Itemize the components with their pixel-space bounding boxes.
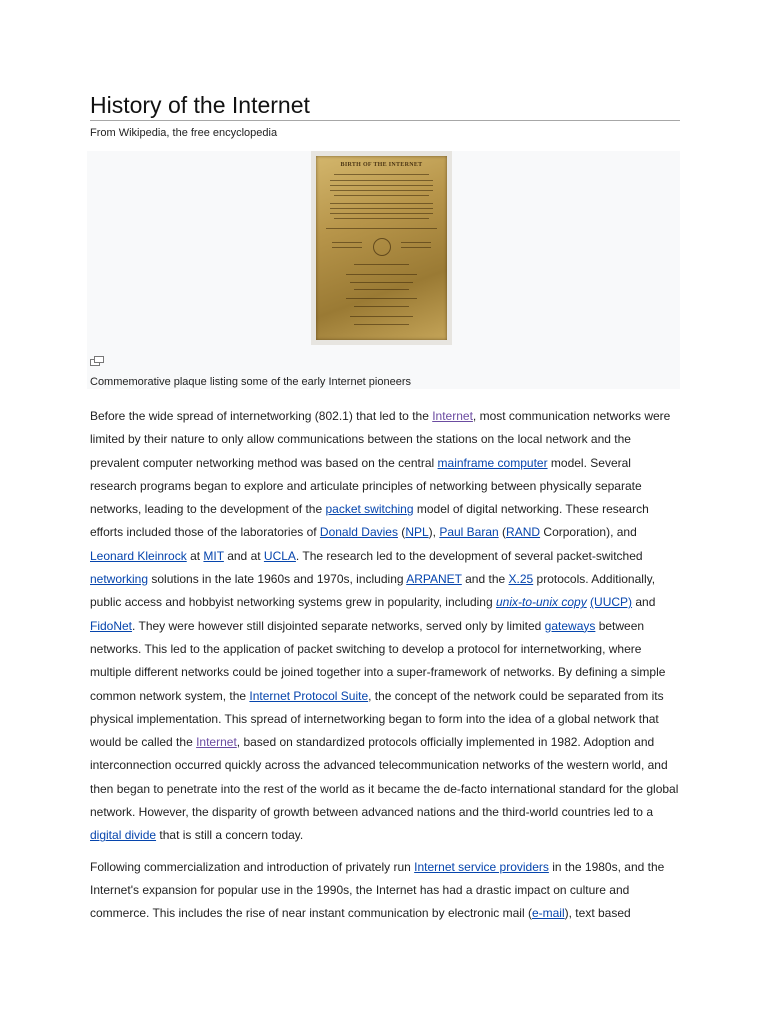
link-arpanet[interactable]: ARPANET xyxy=(406,572,462,587)
link-mit[interactable]: MIT xyxy=(203,548,224,563)
paragraph-intro: Before the wide spread of internetworking (802.1) that led to the Internet, most communication networks were limited by their nature to only allow communications between the stations on the local network and the prevalent computer networking method was based on the central mainframe computer model. Several research programs began to explore and articulate principles of networking between physically separate networks, leading to the development of the packet switching model of digital networking. These research efforts included those of the laboratories of Donald Davies (NPL), Paul Baran (RAND Corporation), and Leonard Kleinrock at MIT and at UCLA. The research led to the development of several packet-switched networking solutions in the late 1960s and 1970s, including ARPANET and the X.25 protocols. Additionally, public access and hobbyist networking systems grew in popularity, including unix-to-unix copy (UUCP) and FidoNet. They were however still disjointed separate networks, served only by limited gateways between networks. This led to the application of packet switching to develop a protocol for internetworking, where multiple different networks could be joined together into a super-framework of networks. By defining a simple common network system, the Internet Protocol Suite, the concept of the network could be separated from its physical implementation. This spread of internetworking began to form into the idea of a global network that would be called the Internet, based on standardized protocols officially implemented in 1982. Adoption and interconnection occurred quickly across the advanced telecommunication networks of the western world, and then began to penetrate into the rest of the world as it became the de-facto international standard for the global network. However, the disparity of growth between advanced nations and the third-world countries led to a digital divide that is still a concern today. xyxy=(90,409,679,843)
link-leonard-kleinrock[interactable]: Leonard Kleinrock xyxy=(90,548,187,563)
page-title: History of the Internet xyxy=(90,92,680,121)
image-caption: Commemorative plaque listing some of the early Internet pioneers xyxy=(90,376,411,388)
link-donald-davies[interactable]: Donald Davies xyxy=(319,525,398,540)
link-digital-divide[interactable]: digital divide xyxy=(90,828,157,843)
link-paul-baran[interactable]: Paul Baran xyxy=(439,525,499,540)
link-packet-switching[interactable]: packet switching xyxy=(325,502,414,517)
plaque-heading: BIRTH OF THE INTERNET xyxy=(340,162,423,168)
link-unix-to-unix-copy[interactable]: unix-to-unix copy xyxy=(495,595,587,610)
link-ucla[interactable]: UCLA xyxy=(263,548,296,563)
link-x25[interactable]: X.25 xyxy=(508,572,534,587)
link-mainframe-computer[interactable]: mainframe computer xyxy=(437,455,548,470)
link-e-mail[interactable]: e-mail xyxy=(531,906,565,921)
link-networking[interactable]: networking xyxy=(90,572,149,587)
link-fidonet[interactable]: FidoNet xyxy=(90,618,133,633)
enlarge-icon[interactable] xyxy=(90,356,104,366)
link-internet[interactable]: Internet xyxy=(432,409,473,423)
link-uucp[interactable]: (UUCP) xyxy=(590,595,633,610)
paragraph-commercialization: Following commercialization and introduction of privately run Internet service providers in the 1980s, and the Internet's expansion for popular use in the 1990s, the Internet has had a drastic impact on culture and commerce. This includes the rise of near instant communication by electronic mail (e-mail), text based xyxy=(90,859,665,921)
link-internet-2[interactable]: Internet xyxy=(196,735,237,750)
plaque-surface xyxy=(316,156,447,340)
article xyxy=(90,0,680,926)
link-rand[interactable]: RAND xyxy=(506,525,541,540)
site-tagline: From Wikipedia, the free encyclopedia xyxy=(90,127,278,139)
link-gateways[interactable]: gateways xyxy=(544,618,596,633)
link-internet-service-providers[interactable]: Internet service providers xyxy=(414,859,549,874)
plaque-image[interactable] xyxy=(311,151,452,345)
plaque-seal-icon xyxy=(373,238,391,256)
image-thumbnail xyxy=(87,151,680,389)
link-npl[interactable]: NPL xyxy=(405,525,429,540)
link-internet-protocol-suite[interactable]: Internet Protocol Suite xyxy=(249,688,369,703)
